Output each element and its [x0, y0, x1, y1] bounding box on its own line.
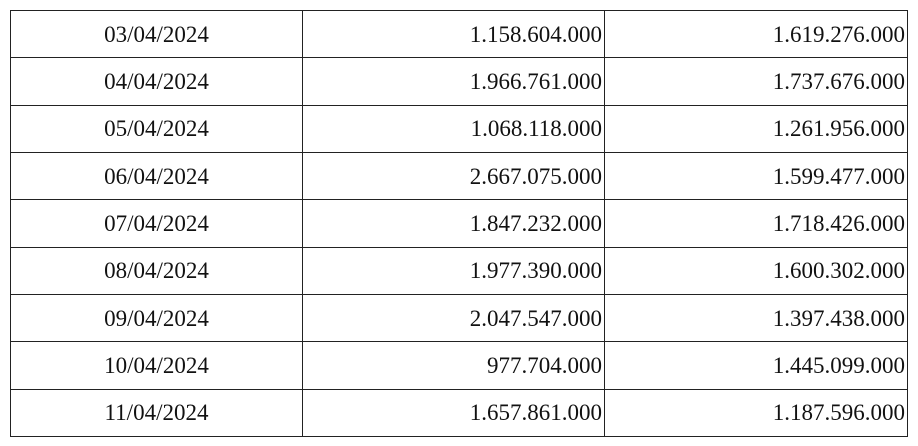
table-row	[11, 11, 908, 58]
value1-cell: 1.068.118.000	[303, 105, 605, 152]
value2-cell: 1.397.438.000	[605, 294, 908, 341]
value1-cell: 1.657.861.000	[303, 389, 605, 436]
value2-cell: 1.187.596.000	[605, 389, 908, 436]
date-cell: 03/04/2024	[11, 11, 303, 58]
table-row	[11, 152, 908, 199]
date-cell: 04/04/2024	[11, 58, 303, 105]
table-body	[11, 11, 908, 437]
value2-cell: 1.619.276.000	[605, 11, 908, 58]
date-cell: 05/04/2024	[11, 105, 303, 152]
date-cell: 06/04/2024	[11, 152, 303, 199]
date-cell: 07/04/2024	[11, 200, 303, 247]
table-row	[11, 294, 908, 341]
value1-cell: 2.047.547.000	[303, 294, 605, 341]
date-cell: 08/04/2024	[11, 247, 303, 294]
value1-cell: 977.704.000	[303, 342, 605, 389]
date-cell: 09/04/2024	[11, 294, 303, 341]
table-row	[11, 58, 908, 105]
value2-cell: 1.718.426.000	[605, 200, 908, 247]
value1-cell: 1.977.390.000	[303, 247, 605, 294]
table-row	[11, 342, 908, 389]
table-row	[11, 389, 908, 436]
value2-cell: 1.261.956.000	[605, 105, 908, 152]
value2-cell: 1.599.477.000	[605, 152, 908, 199]
date-cell: 11/04/2024	[11, 389, 303, 436]
data-table	[10, 10, 908, 437]
value2-cell: 1.600.302.000	[605, 247, 908, 294]
value1-cell: 1.966.761.000	[303, 58, 605, 105]
table-row	[11, 105, 908, 152]
table-row	[11, 200, 908, 247]
value2-cell: 1.445.099.000	[605, 342, 908, 389]
value2-cell: 1.737.676.000	[605, 58, 908, 105]
value1-cell: 1.158.604.000	[303, 11, 605, 58]
table-row	[11, 247, 908, 294]
date-cell: 10/04/2024	[11, 342, 303, 389]
value1-cell: 1.847.232.000	[303, 200, 605, 247]
value1-cell: 2.667.075.000	[303, 152, 605, 199]
